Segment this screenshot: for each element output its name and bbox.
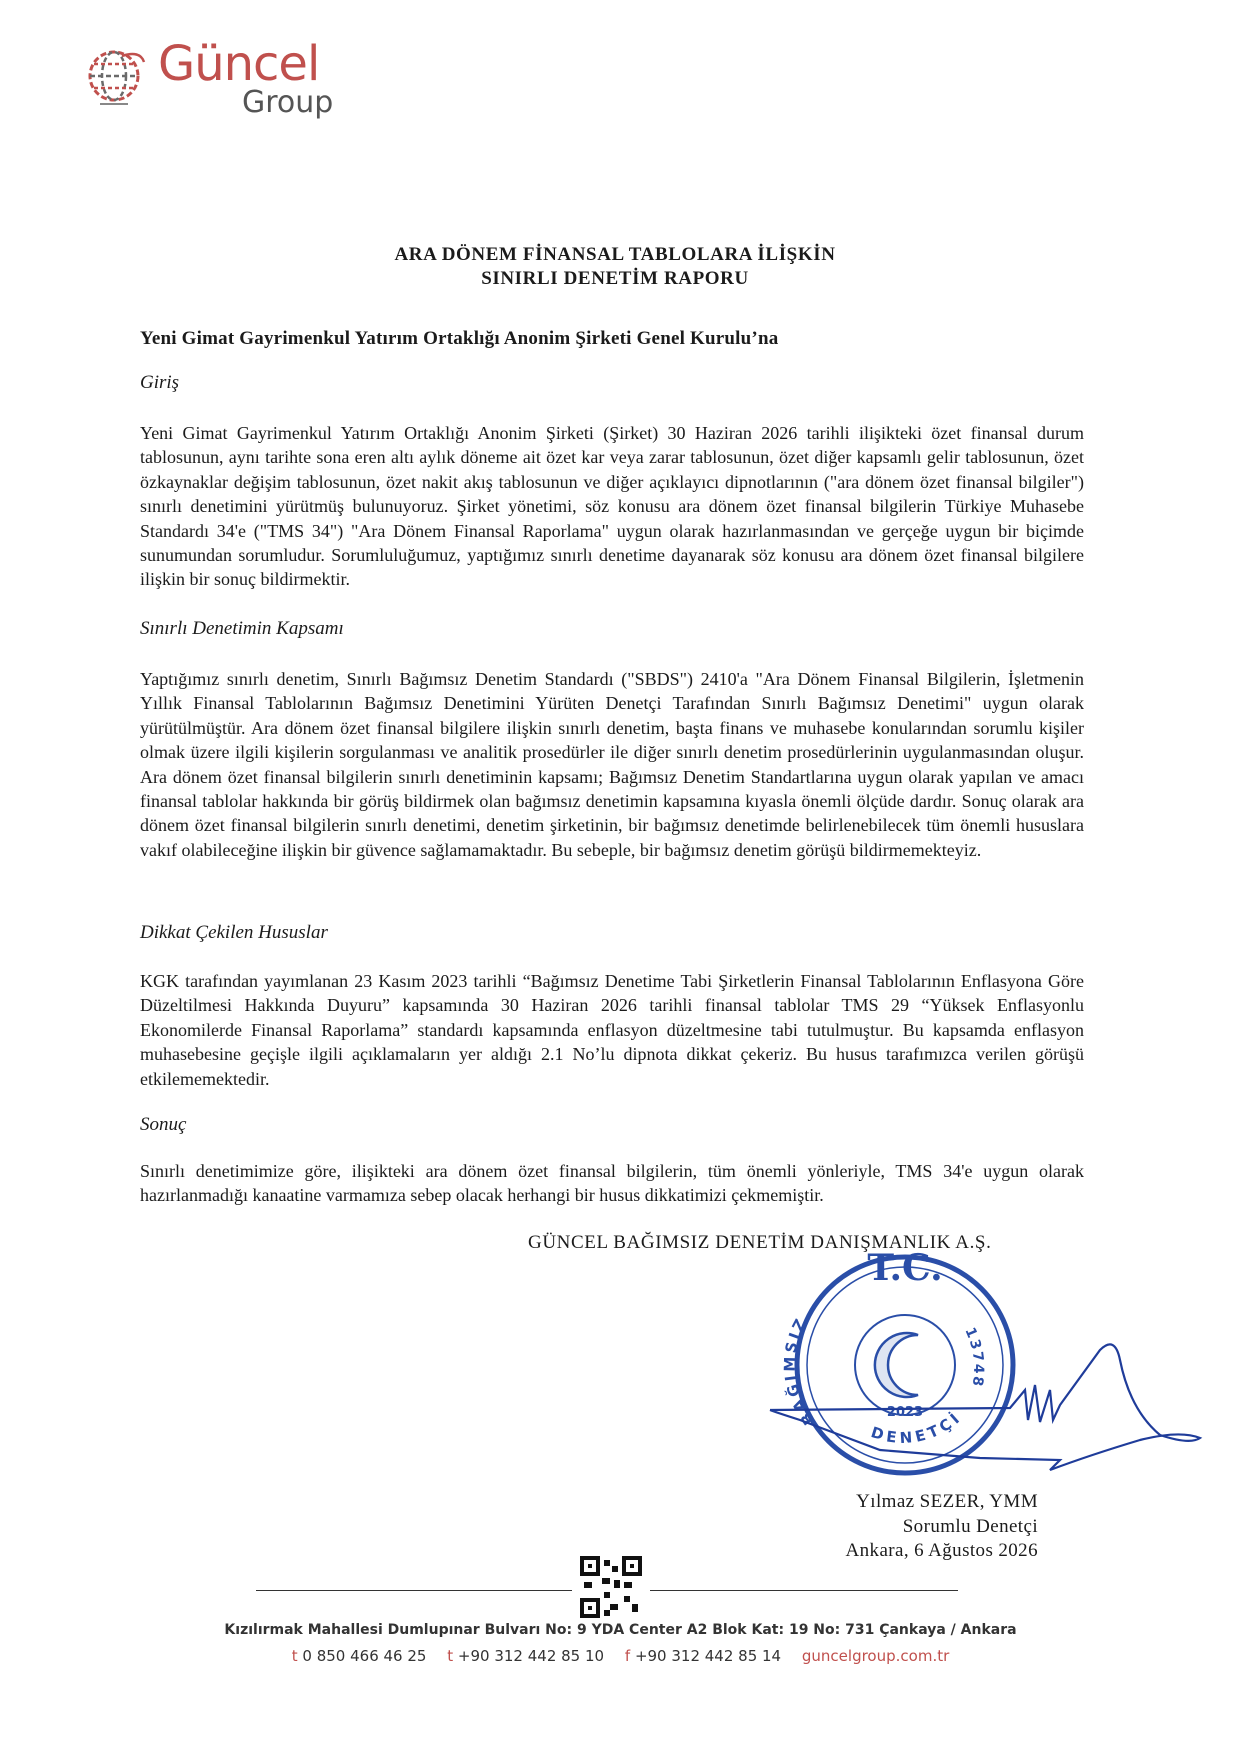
- seal-top-text: T.C.: [867, 1247, 943, 1289]
- company-logo: [82, 36, 372, 130]
- seal-year-text: 2023: [886, 1405, 924, 1420]
- globe-logo-icon: [82, 42, 152, 112]
- brand-subtitle: Group: [242, 85, 334, 120]
- fax-prefix: f: [624, 1647, 631, 1665]
- handwritten-signature: [770, 1344, 1200, 1470]
- audit-firm-name: GÜNCEL BAĞIMSIZ DENETİM DANIŞMANLIK A.Ş.: [528, 1232, 992, 1253]
- seal-and-signature: [760, 1240, 1210, 1490]
- section-text-emphasis: KGK tarafından yayımlanan 23 Kasım 2023 tarihli “Bağımsız Denetime Tabi Şirketlerin Finansal Tablolarının Enflasyona Göre Düzeltilmesi Hakkında Duyuru” kapsamında 30 Haziran 2026 tarihli finansal tablolar TMS 29 “Yüksek Enflasyonlu Ekonomilerde Finansal Raporlama” standardı kapsamında enflasyon düzeltmesine tabi tutulmuştur. Bu kapsamda enflasyon muhasebesine geçişle ilgili açıklamaların yer aldığı 2.1 No’lu dipnota dikkat çekeriz. Bu husus tarafımızca verilen görüşü etkilememektedir.: [140, 971, 1084, 1089]
- section-heading-scope: Sınırlı Denetimin Kapsamı: [140, 618, 344, 639]
- section-heading-intro: Giriş: [140, 372, 180, 393]
- footer-address: Kızılırmak Mahallesi Dumlupınar Bulvarı No: 9 YDA Center A2 Blok Kat: 19 No: 731 Çankaya / Ankara: [224, 1622, 1017, 1638]
- footer-contacts: [0, 1647, 1241, 1665]
- addressee: Yeni Gimat Gayrimenkul Yatırım Ortaklığı Anonim Şirketi Genel Kurulu’na: [140, 328, 779, 349]
- brand-name: Güncel: [158, 36, 320, 92]
- signer-place-date: Ankara, 6 Ağustos 2026: [845, 1540, 1038, 1561]
- qr-code-icon: [580, 1556, 642, 1618]
- phone-1-prefix: t: [291, 1647, 298, 1665]
- website-link[interactable]: guncelgroup.com.tr: [801, 1647, 950, 1665]
- footer-divider-right: [650, 1590, 958, 1591]
- report-title-line-1: ARA DÖNEM FİNANSAL TABLOLARA İLİŞKİN: [394, 244, 836, 265]
- seal-bottom-text: DENETÇİ: [868, 1407, 966, 1448]
- seal-left-text: BAĞIMSIZ: [780, 1313, 819, 1429]
- signer-name: Yılmaz SEZER, YMM: [856, 1491, 1038, 1512]
- section-heading-conclusion: Sonuç: [140, 1114, 187, 1135]
- footer-divider-left: [256, 1590, 572, 1591]
- phone-2: +90 312 442 85 10: [457, 1647, 605, 1665]
- section-text-scope: Yaptığımız sınırlı denetim, Sınırlı Bağımsız Denetim Standardı ("SBDS") 2410'a "Ara Dönem Finansal Bilgilerin, İşletmenin Yıllık Finansal Tablolarının Bağımsız Denetimini Yürüten Denetçi Tarafından Sınırlı Bağımsız Denetimi" uygun olarak yürütülmüştür. Ara dönem özet finansal bilgilere ilişkin sınırlı denetim, başta finans ve muhasebe konularından sorumlu kişiler olmak üzere ilgili kişilerin sorgulanması ve analitik prosedürler ile diğer sınırlı denetim prosedürlerinin uygulanmasından oluşur. Ara dönem özet finansal bilgilerin sınırlı denetiminin kapsamı; Bağımsız Denetim Standartlarına uygun olarak yapılan ve amacı finansal tablolar hakkında bir görüş bildirmek olan bağımsız denetimin kapsamına kıyasla önemli ölçüde dardır. Sonuç olarak ara dönem özet finansal bilgilerin sınırlı denetimi, denetim şirketinin, bir bağımsız denetimde belirlenebilecek tüm önemli hususlara vakıf olabileceğine ilişkin bir güvence sağlamamaktadır. Bu sebeple, bir bağımsız denetim görüşü bildirmemekteyiz.: [140, 669, 1084, 860]
- section-heading-emphasis: Dikkat Çekilen Hususlar: [140, 922, 328, 943]
- phone-2-prefix: t: [447, 1647, 454, 1665]
- section-text-conclusion: Sınırlı denetimimize göre, ilişikteki ara dönem özet finansal bilgilerin, tüm önemli yönleriyle, TMS 34'e uygun olarak hazırlanmadığı kanaatine varmamıza sebep olacak herhangi bir husus dikkatimizi çekmemiştir.: [140, 1161, 1084, 1206]
- fax-number: +90 312 442 85 14: [634, 1647, 782, 1665]
- official-seal-stamp: [760, 1240, 1210, 1490]
- signer-role: Sorumlu Denetçi: [902, 1515, 1038, 1537]
- section-text-intro: Yeni Gimat Gayrimenkul Yatırım Ortaklığı Anonim Şirketi (Şirket) 30 Haziran 2026 tarihli ilişikteki özet finansal durum tablosunun, aynı tarihte sona eren altı aylık döneme ait özet kar veya zarar tablosunun, özet diğer kapsamlı gelir tablosunun, özet özkaynaklar değişim tablosunun, özet nakit akış tablosunun ve diğer açıklayıcı dipnotlarının ("ara dönem özet finansal bilgiler") sınırlı denetimini yürütmüş bulunuyoruz. Şirket yönetimi, söz konusu ara dönem özet finansal bilgilerin Türkiye Muhasebe Standardı 34'e ("TMS 34") "Ara Dönem Finansal Raporlama" uygun olarak hazırlanmasından ve gerçeğe uygun bir biçimde sunumundan sorumludur. Sorumluluğumuz, yaptığımız sınırlı denetime dayanarak söz konusu ara dönem özet finansal bilgilere ilişkin bir sonuç bildirmektir.: [140, 423, 1084, 590]
- phone-1: 0 850 466 46 25: [302, 1647, 427, 1665]
- seal-right-text: 13748: [961, 1325, 987, 1390]
- report-title-line-2: SINIRLI DENETİM RAPORU: [481, 268, 749, 289]
- svg-text:13748: [961, 1325, 986, 1389]
- signer-block: [846, 1490, 1038, 1564]
